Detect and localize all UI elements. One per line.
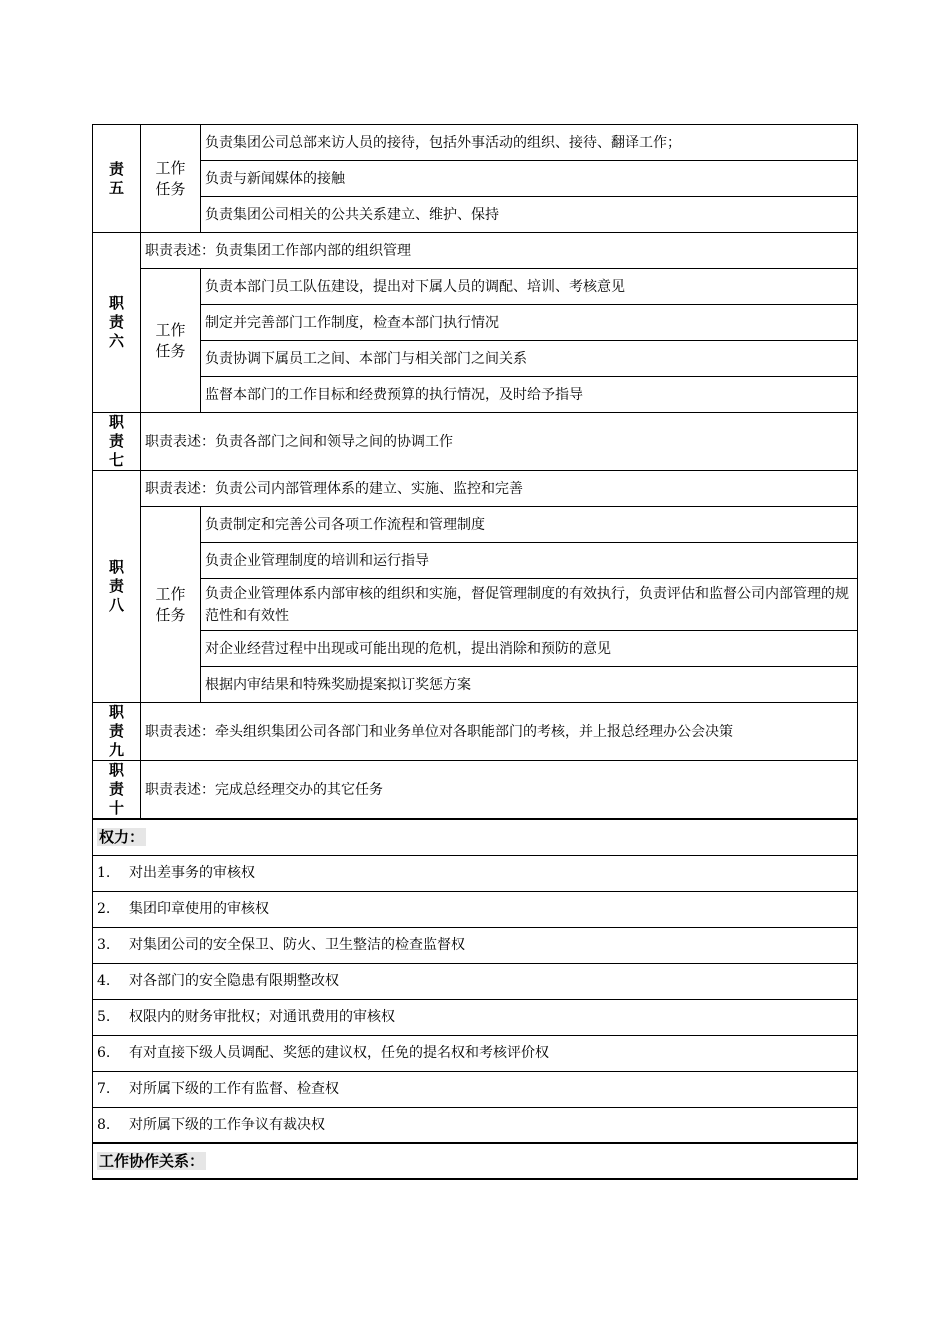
duty6-task-row (93, 305, 858, 341)
duties-table (92, 124, 858, 1180)
task-label-line: 工作 (155, 584, 186, 603)
duty9-head-char: 责 (108, 722, 124, 740)
duty10-head-char: 职 (108, 761, 124, 779)
duty5-task-row (93, 161, 858, 197)
power-item (93, 963, 858, 999)
duty5-task-label (141, 125, 201, 233)
power-item-number: 3. (97, 937, 111, 953)
power-item-cell (93, 963, 858, 999)
power-item-cell (93, 1035, 858, 1071)
duty7-head-char: 职 (108, 413, 124, 431)
power-item-number: 4. (97, 973, 111, 989)
duty10-statement: 职责表述：完成总经理交办的其它任务 (141, 761, 858, 820)
duty5-task: 负责集团公司总部来访人员的接待，包括外事活动的组织、接待、翻译工作； (201, 125, 858, 161)
task-label-line: 工作 (155, 158, 186, 177)
duty9-row (93, 703, 858, 761)
duty8-head-char: 职 (108, 558, 124, 576)
power-item (93, 999, 858, 1035)
power-item-cell (93, 891, 858, 927)
duty7-head-char: 责 (108, 432, 124, 450)
duty8-task: 对企业经营过程中出现或可能出现的危机，提出消除和预防的意见 (201, 631, 858, 667)
duty6-head-char: 六 (108, 332, 124, 350)
task-label-line: 任务 (155, 605, 186, 624)
power-item-text: 集团印章使用的审核权 (129, 901, 269, 917)
power-item-text: 对出差事务的审核权 (129, 865, 255, 881)
task-label-line: 工作 (155, 320, 186, 339)
power-item-text: 对所属下级的工作争议有裁决权 (129, 1116, 325, 1133)
duty6-head-char: 职 (108, 294, 124, 312)
power-item (93, 891, 858, 927)
power-item-text: 对所属下级的工作有监督、检查权 (129, 1081, 339, 1097)
duty8-task-row (93, 667, 858, 703)
duty10-head (93, 761, 141, 820)
power-item-text: 有对直接下级人员调配、奖惩的建议权，任免的提名权和考核评价权 (129, 1045, 549, 1061)
duty8-task-row (93, 507, 858, 543)
power-item-number: 7. (97, 1081, 111, 1097)
duty6-task-row (93, 341, 858, 377)
power-item (93, 1035, 858, 1071)
duty6-statement: 职责表述：负责集团工作部内部的组织管理 (141, 233, 858, 269)
cooperation-title-text: 工作协作关系： (99, 1152, 205, 1170)
duty10-row (93, 761, 858, 820)
duty8-head-char: 责 (108, 577, 124, 595)
duty6-statement-row (93, 233, 858, 269)
duty6-head-char: 责 (108, 313, 124, 331)
duty6-task-row (93, 269, 858, 305)
duty8-head-char: 八 (108, 596, 124, 614)
duty8-task-row (93, 543, 858, 579)
duty8-task-row (93, 631, 858, 667)
duty8-task: 负责企业管理制度的培训和运行指导 (201, 543, 858, 579)
power-item-text: 对集团公司的安全保卫、防火、卫生整洁的检查监督权 (129, 937, 465, 953)
power-item-number: 2. (97, 901, 111, 917)
power-item-text: 权限内的财务审批权；对通讯费用的审核权 (129, 1009, 395, 1025)
duty7-statement: 职责表述：负责各部门之间和领导之间的协调工作 (141, 413, 858, 471)
power-item-number: 8. (97, 1116, 111, 1133)
power-item (93, 927, 858, 963)
duty9-head-char: 九 (108, 741, 124, 759)
task-label-line: 任务 (155, 341, 186, 360)
duty5-task: 负责集团公司相关的公共关系建立、维护、保持 (201, 197, 858, 233)
duty7-head (93, 413, 141, 471)
duty8-statement: 职责表述：负责公司内部管理体系的建立、实施、监控和完善 (141, 471, 858, 507)
duty8-task: 根据内审结果和特殊奖励提案拟订奖惩方案 (201, 667, 858, 703)
powers-title (93, 819, 858, 855)
powers-title-row (93, 819, 858, 855)
power-item-cell (93, 1107, 858, 1143)
duty7-head-char: 七 (108, 451, 124, 469)
duty9-head-char: 职 (108, 703, 124, 721)
duty6-task: 负责协调下属员工之间、本部门与相关部门之间关系 (201, 341, 858, 377)
duty6-task-row (93, 377, 858, 413)
cooperation-title (93, 1143, 858, 1179)
power-item-cell (93, 999, 858, 1035)
duty5-task-row (93, 125, 858, 161)
duty8-task-row (93, 579, 858, 631)
power-item-number: 5. (97, 1009, 111, 1025)
duty7-row (93, 413, 858, 471)
duty8-task: 负责制定和完善公司各项工作流程和管理制度 (201, 507, 858, 543)
job-description-document (92, 124, 857, 1180)
power-item-text: 对各部门的安全隐患有限期整改权 (129, 973, 339, 989)
duty10-head-char: 责 (108, 780, 124, 798)
powers-title-text: 权力： (99, 828, 145, 847)
duty5-head-char: 五 (108, 178, 124, 197)
duty8-task: 负责企业管理体系内部审核的组织和实施，督促管理制度的有效执行，负责评估和监督公司内部管理的规范性和有效性 (201, 579, 858, 631)
task-label-line: 任务 (155, 179, 186, 198)
power-item-cell (93, 1071, 858, 1107)
duty6-task: 监督本部门的工作目标和经费预算的执行情况，及时给予指导 (201, 377, 858, 413)
duty5-head-char: 责 (108, 159, 124, 178)
power-item (93, 1071, 858, 1107)
duty9-statement: 职责表述：牵头组织集团公司各部门和业务单位对各职能部门的考核，并上报总经理办公会决策 (141, 703, 858, 761)
duty6-head (93, 233, 141, 413)
power-item-number: 1. (97, 865, 111, 881)
duty8-head (93, 471, 141, 703)
power-item-cell (93, 855, 858, 891)
duty5-head (93, 125, 141, 233)
power-item (93, 1107, 858, 1143)
power-item-number: 6. (97, 1045, 111, 1061)
duty10-head-char: 十 (108, 799, 124, 817)
duty9-head (93, 703, 141, 761)
duty8-statement-row (93, 471, 858, 507)
power-item-cell (93, 927, 858, 963)
duty5-task: 负责与新闻媒体的接触 (201, 161, 858, 197)
duty6-task: 负责本部门员工队伍建设，提出对下属人员的调配、培训、考核意见 (201, 269, 858, 305)
duty8-task-label (141, 507, 201, 703)
duty6-task: 制定并完善部门工作制度，检查本部门执行情况 (201, 305, 858, 341)
duty6-task-label (141, 269, 201, 413)
power-item (93, 855, 858, 891)
cooperation-title-row (93, 1143, 858, 1179)
duty5-task-row (93, 197, 858, 233)
